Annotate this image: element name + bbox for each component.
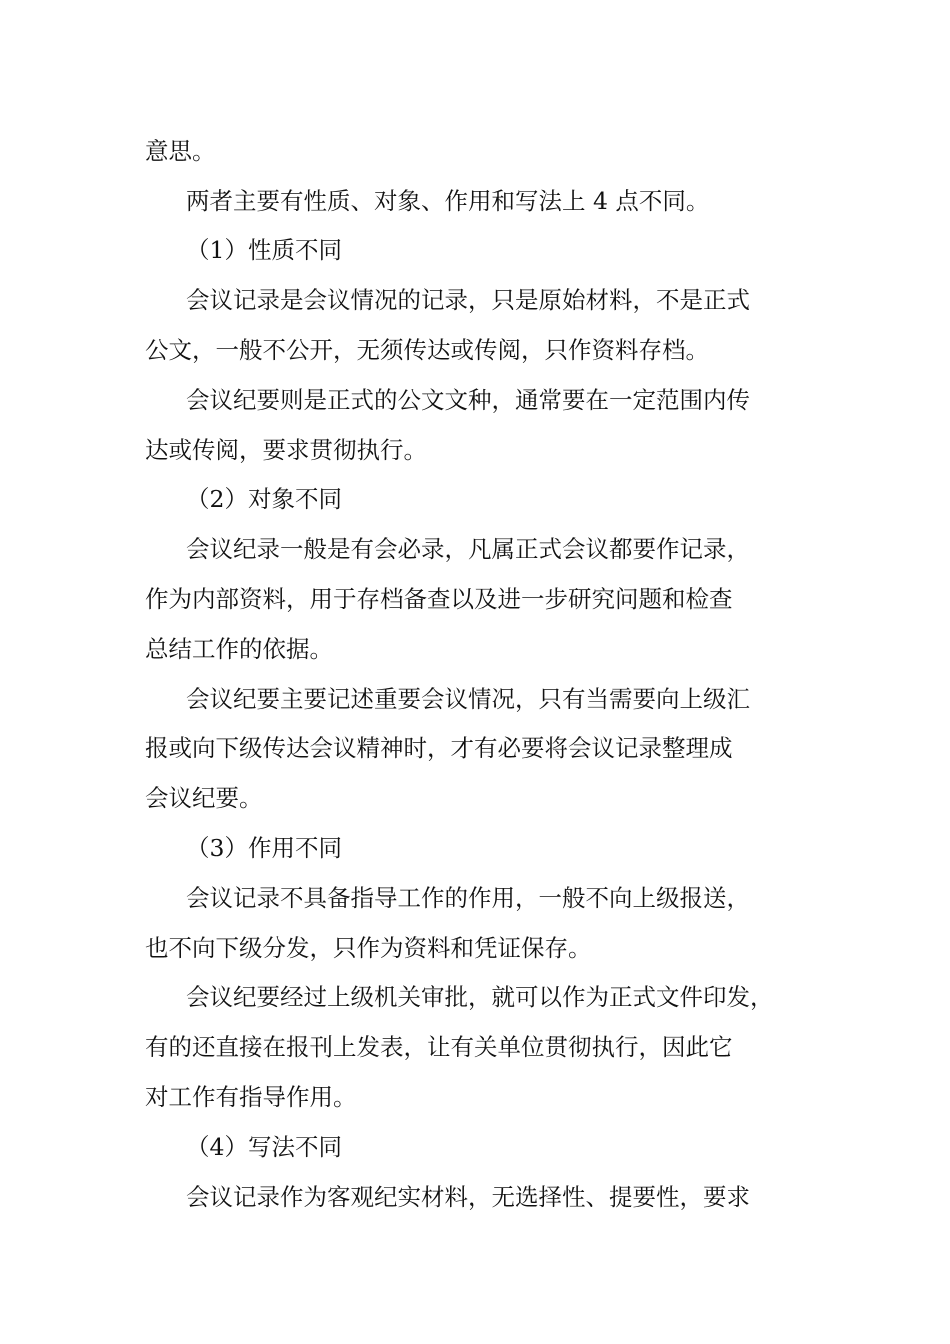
text-line: 也不向下级分发，只作为资料和凭证保存。 xyxy=(145,934,592,962)
text-line: 总结工作的依据。 xyxy=(145,635,333,663)
text-line: 报或向下级传达会议精神时，才有必要将会议记录整理成 xyxy=(145,734,733,762)
text-line: 公文，一般不公开，无须传达或传阅，只作资料存档。 xyxy=(145,336,709,364)
text-line: 会议记录是会议情况的记录，只是原始材料，不是正式 xyxy=(186,286,750,314)
text-line: 有的还直接在报刊上发表，让有关单位贯彻执行，因此它 xyxy=(145,1033,733,1061)
text-line: 会议纪要经过上级机关审批，就可以作为正式文件印发， xyxy=(186,983,774,1011)
text-line: 会议记录不具备指导工作的作用，一般不向上级报送， xyxy=(186,884,750,912)
text-line: 达或传阅，要求贯彻执行。 xyxy=(145,436,427,464)
text-line: 两者主要有性质、对象、作用和写法上 4 点不同。 xyxy=(186,187,710,215)
section-heading: （2）对象不同 xyxy=(186,485,342,513)
section-heading: （3）作用不同 xyxy=(186,834,342,862)
text-line: 对工作有指导作用。 xyxy=(145,1083,357,1111)
text-line: 意思。 xyxy=(145,137,216,165)
section-heading: （4）写法不同 xyxy=(186,1133,342,1161)
text-line: 会议纪要则是正式的公文文种，通常要在一定范围内传 xyxy=(186,386,750,414)
text-line: 会议纪要。 xyxy=(145,784,263,812)
text-line: 作为内部资料，用于存档备查以及进一步研究问题和检查 xyxy=(145,585,733,613)
section-heading: （1）性质不同 xyxy=(186,236,342,264)
text-line: 会议纪录一般是有会必录，凡属正式会议都要作记录， xyxy=(186,535,750,563)
text-line: 会议记录作为客观纪实材料，无选择性、提要性，要求 xyxy=(186,1183,750,1211)
text-line: 会议纪要主要记述重要会议情况，只有当需要向上级汇 xyxy=(186,685,750,713)
